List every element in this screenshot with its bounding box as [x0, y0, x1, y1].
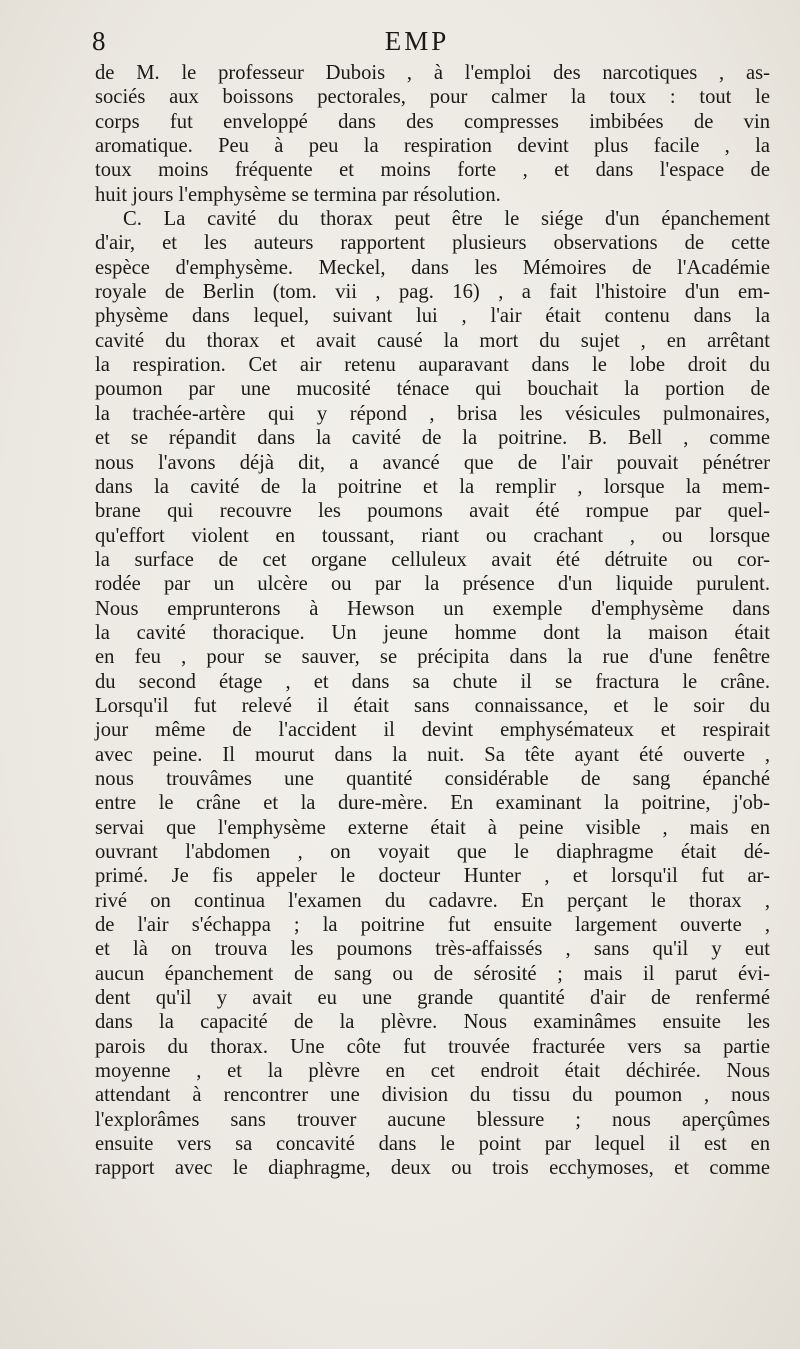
text-line: servai que l'emphysème externe était à peine visible , mais en	[95, 816, 770, 839]
text-line: moyenne , et la plèvre en cet endroit était déchirée. Nous	[95, 1060, 770, 1083]
text-line: espèce d'emphysème. Meckel, dans les Mémoires de l'Académie	[95, 256, 770, 279]
text-line: rivé on continua l'examen du cadavre. En perçant le thorax ,	[95, 889, 770, 912]
text-line: et là on trouva les poumons très-affaissés , sans qu'il y eut	[95, 938, 770, 961]
text-line: du second étage , et dans sa chute il se fractura le crâne.	[95, 670, 770, 693]
text-line: et se répandit dans la cavité de la poitrine. B. Bell , comme	[95, 427, 770, 450]
text-line: ouvrant l'abdomen , on voyait que le diaphragme était dé-	[95, 841, 770, 863]
body-text	[95, 61, 770, 1181]
text-line: en feu , pour se sauver, se précipita dans la rue d'une fenêtre	[95, 646, 770, 669]
text-line: nous trouvâmes une quantité considérable de sang épanché	[95, 767, 770, 790]
text-line: aromatique. Peu à peu la respiration devint plus facile , la	[95, 135, 770, 158]
text-line: jour même de l'accident il devint emphysémateux et respirait	[95, 719, 770, 742]
page-header	[92, 26, 742, 56]
text-line: entre le crâne et la dure-mère. En examinant la poitrine, j'ob-	[95, 792, 770, 815]
text-line: toux moins fréquente et moins forte , et dans l'espace de	[95, 159, 770, 182]
text-line: brane qui recouvre les poumons avait été rompue par quel-	[95, 500, 770, 523]
text-line: physème dans lequel, suivant lui , l'air était contenu dans la	[95, 305, 770, 328]
text-line: qu'effort violent en toussant, riant ou crachant , ou lorsque	[95, 524, 770, 547]
text-line: la surface de cet organe celluleux avait été détruite ou cor-	[95, 548, 770, 571]
text-line: attendant à rencontrer une division du tissu du poumon , nous	[95, 1084, 770, 1107]
text-line: dans la cavité de la poitrine et la remplir , lorsque la mem-	[95, 475, 770, 498]
text-line: Lorsqu'il fut relevé il était sans connaissance, et le soir du	[95, 694, 770, 717]
text-line: avec peine. Il mourut dans la nuit. Sa tête ayant été ouverte ,	[95, 743, 770, 766]
text-line: parois du thorax. Une côte fut trouvée fracturée vers sa partie	[95, 1035, 770, 1058]
text-line: d'air, et les auteurs rapportent plusieurs observations de cette	[95, 232, 770, 255]
text-line: royale de Berlin (tom. vii , pag. 16) , a fait l'histoire d'un em-	[95, 281, 770, 304]
running-head: EMP	[384, 26, 450, 56]
text-line: sociés aux boissons pectorales, pour calmer la toux : tout le	[95, 86, 770, 109]
text-line: aucun épanchement de sang ou de sérosité ; mais il parut évi-	[95, 962, 770, 985]
text-line: rodée par un ulcère ou par la présence d'un liquide purulent.	[95, 573, 770, 596]
text-line: dans la capacité de la plèvre. Nous examinâmes ensuite les	[95, 1011, 770, 1034]
text-line: rapport avec le diaphragme, deux ou trois ecchymoses, et comme	[95, 1157, 770, 1180]
text-line: primé. Je fis appeler le docteur Hunter , et lorsqu'il fut ar-	[95, 865, 770, 888]
text-line: C. La cavité du thorax peut être le siége d'un épanchement	[123, 208, 770, 231]
text-line: ensuite vers sa concavité dans le point par lequel il est en	[95, 1133, 770, 1156]
text-line: la respiration. Cet air retenu auparavant dans le lobe droit du	[95, 354, 770, 377]
text-line: Nous emprunterons à Hewson un exemple d'emphysème dans	[95, 597, 770, 620]
page-number: 8	[92, 26, 106, 56]
text-line: poumon par une mucosité ténace qui bouchait la portion de	[95, 378, 770, 401]
text-line: la cavité thoracique. Un jeune homme dont la maison était	[95, 621, 770, 644]
text-line: de l'air s'échappa ; la poitrine fut ensuite largement ouverte ,	[95, 914, 770, 937]
text-line: huit jours l'emphysème se termina par résolution.	[95, 183, 501, 206]
text-line: de M. le professeur Dubois , à l'emploi des narcotiques , as-	[95, 62, 770, 84]
text-line: l'explorâmes sans trouver aucune blessure ; nous aperçûmes	[95, 1108, 770, 1131]
text-line: la trachée-artère qui y répond , brisa les vésicules pulmonaires,	[95, 402, 770, 425]
text-line: cavité du thorax et avait causé la mort du sujet , en arrêtant	[95, 329, 770, 352]
text-line: corps fut enveloppé dans des compresses imbibées de vin	[95, 110, 770, 133]
text-line: nous l'avons déjà dit, a avancé que de l'air pouvait pénétrer	[95, 451, 770, 474]
text-line: dent qu'il y avait eu une grande quantité d'air de renfermé	[95, 987, 770, 1010]
